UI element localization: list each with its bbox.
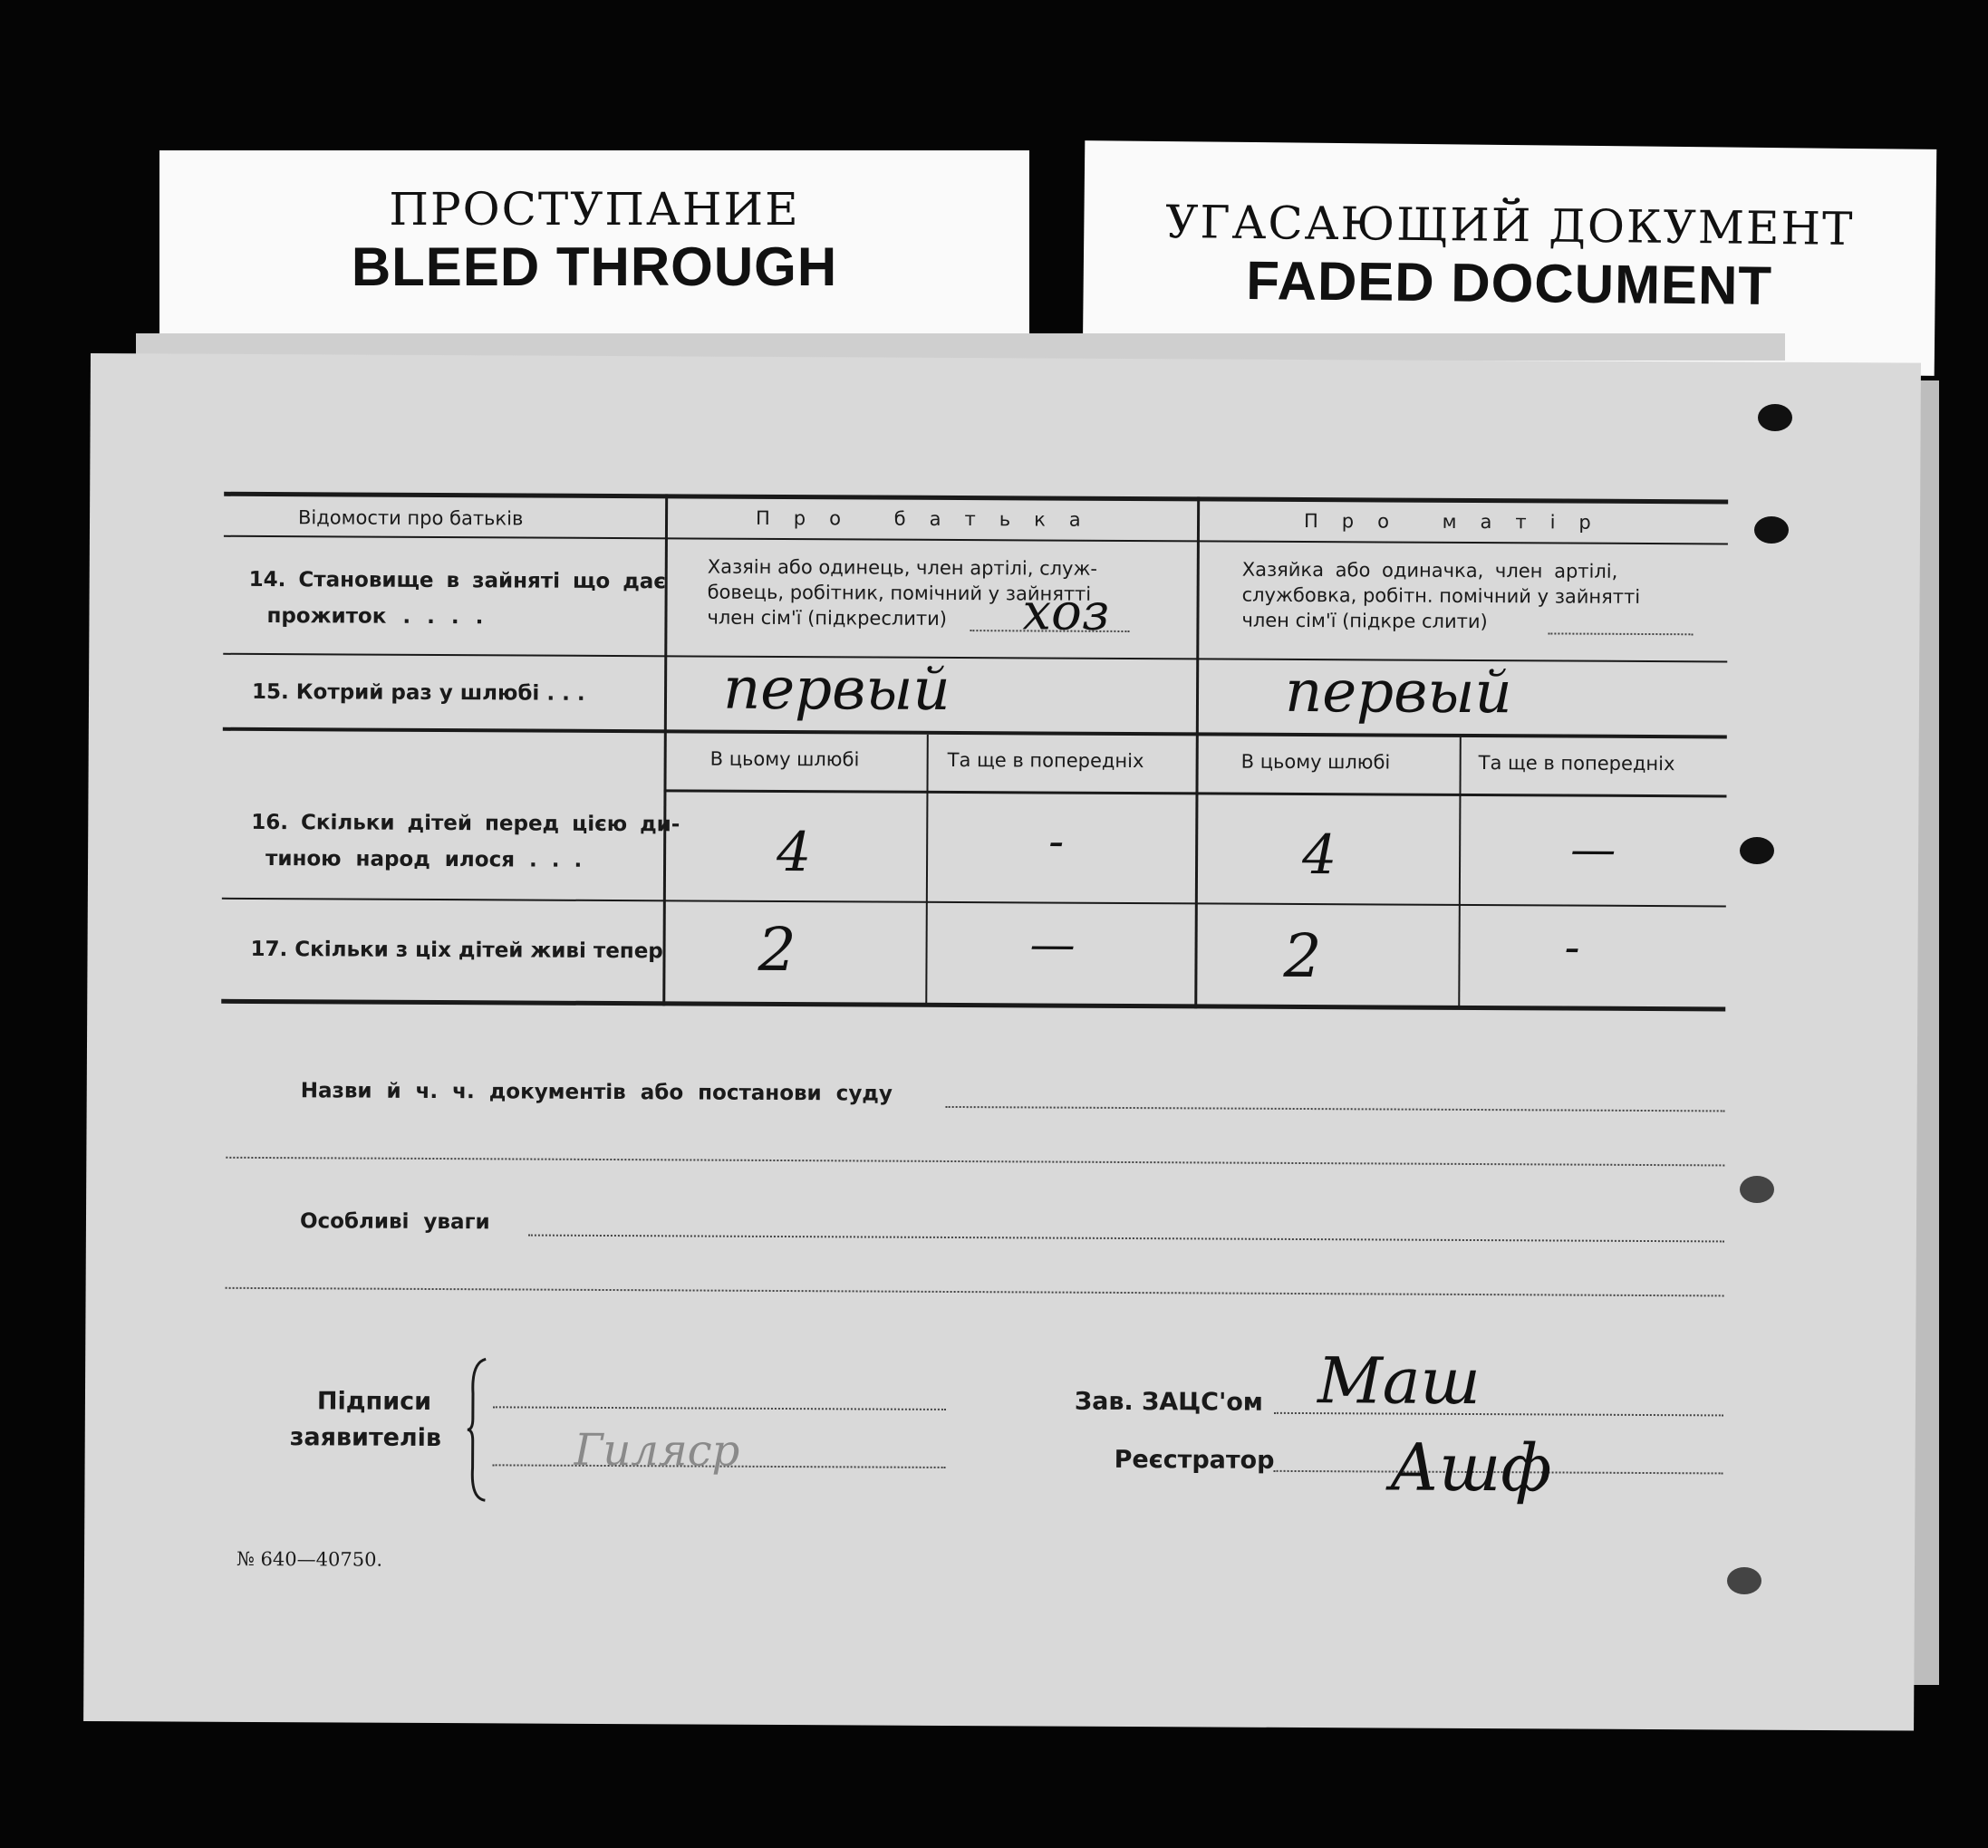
table-bottom-rule [221, 999, 1725, 1012]
applicant-signature: Гиляср [574, 1424, 740, 1477]
record-sheet [83, 353, 1921, 1731]
notes-dotted-line [528, 1235, 1724, 1243]
col-divider [925, 735, 929, 1006]
row16-father-prev: - [1048, 814, 1065, 868]
subheader-father-prev: Та ще в попередніх [947, 748, 1144, 773]
subheader-mother-prev: Та ще в попередніх [1478, 752, 1675, 775]
subheader-father-this: В цьому шлюбі [709, 747, 860, 771]
row17-mother-this: 2 [1283, 920, 1322, 992]
row16-label-2: тиною народ илося . . . [265, 847, 583, 872]
applicant-sig-line-1 [493, 1406, 946, 1410]
dotted-line [1548, 632, 1693, 635]
row14-father-line-2: бовець, робітник, помічний у зайнятті [707, 581, 1092, 605]
row17-label: 17. Скільки з ціх дітей живі тепер [250, 937, 663, 964]
row15-label: 15. Котрий раз у шлюбі . . . [251, 679, 585, 706]
brace [465, 1357, 493, 1502]
row16-mother-this: 4 [1301, 823, 1337, 888]
punch-hole [1727, 1567, 1761, 1594]
punch-hole [1740, 1176, 1774, 1203]
registrar-label: Реєстратор [1114, 1445, 1275, 1475]
row17-father-prev: — [1029, 918, 1076, 971]
registrar-signature: Ашф [1389, 1429, 1552, 1506]
applicants-label-2: заявителів [289, 1423, 442, 1453]
row14-father-line-1: Хазяін або одинець, член артілі, служ- [707, 555, 1098, 580]
punch-hole [1758, 404, 1792, 431]
row16-rule [222, 898, 1726, 908]
row16-label-1: 16. Скільки дітей перед цією ди- [251, 810, 680, 837]
row17-father-this: 2 [758, 914, 796, 986]
row16-mother-prev: — [1570, 823, 1616, 876]
faded-document-ru: УГАСАЮЩИЙ ДОКУМЕНТ [1165, 196, 1855, 255]
subheader-mother-this: В цьому шлюбі [1240, 750, 1391, 774]
punch-hole [1740, 837, 1774, 864]
row14-mother-line-1: Хазяйка або одиначка, член артілі, [1241, 558, 1618, 582]
row15-mother-value: первый [1284, 658, 1512, 727]
notes-dotted-line-2 [226, 1287, 1724, 1297]
head-signature: Маш [1317, 1343, 1481, 1420]
punch-hole [1754, 516, 1789, 544]
row14-father-value: хоз [1022, 582, 1110, 642]
header-mother: Про матір [1303, 510, 1615, 534]
row14-mother-line-2: службовка, робітн. помічний у зайнятті [1241, 583, 1641, 608]
documents-label: Назви й ч. ч. документів або постанови суду [300, 1079, 893, 1106]
row14-label-1: 14. Становище в зайняті що дає [248, 567, 667, 594]
row17-mother-prev: - [1564, 920, 1580, 974]
row14-father-line-3: член сім'ї (підкреслити) [707, 606, 948, 630]
bleed-through-en: BLEED THROUGH [351, 236, 838, 297]
row15-father-value: первый [722, 655, 951, 724]
col-divider [1194, 496, 1200, 1008]
notes-label: Особливі уваги [299, 1209, 490, 1235]
header-parents-info: Відомости про батьків [297, 506, 524, 530]
header-father: Про батька [755, 506, 1105, 531]
col-divider [1458, 737, 1462, 1009]
row14-label-2: прожиток . . . . [266, 604, 484, 630]
faded-document-en: FADED DOCUMENT [1246, 249, 1773, 317]
row16-father-this: 4 [776, 820, 812, 885]
documents-dotted-line-2 [226, 1157, 1724, 1167]
row14-mother-line-3: член сім'ї (підкре слити) [1241, 609, 1488, 633]
documents-dotted-line [946, 1106, 1725, 1112]
applicants-label-1: Підписи [316, 1387, 432, 1416]
table-top-rule [224, 492, 1728, 505]
row15-rule [223, 727, 1727, 739]
head-label: Зав. ЗАЦС'ом [1074, 1387, 1264, 1417]
header-rule [224, 535, 1728, 545]
bleed-through-ru: ПРОСТУПАНИЕ [389, 183, 800, 236]
form-number: № 640—40750. [236, 1547, 383, 1571]
